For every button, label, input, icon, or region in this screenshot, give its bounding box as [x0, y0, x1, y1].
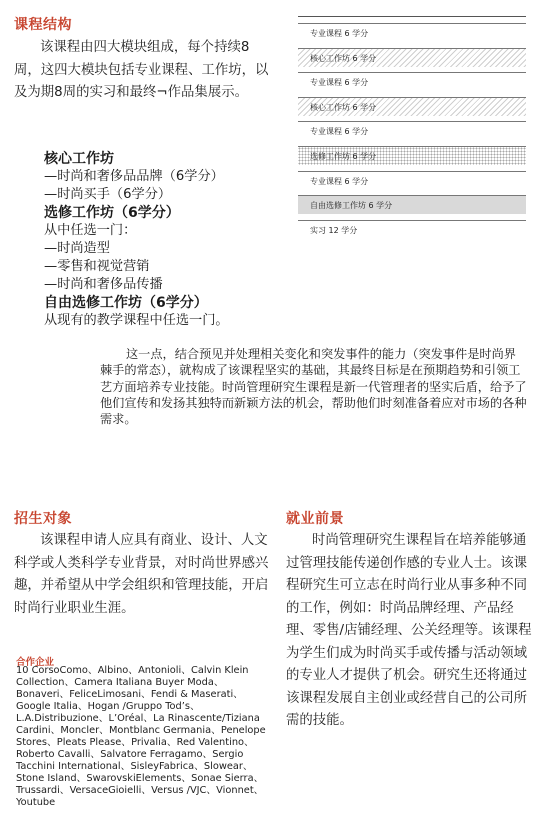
- diagram-row-label: 自由选修工作坊 6 学分: [310, 201, 393, 211]
- module-list: [44, 150, 284, 330]
- module-item: 从中任选一门：: [44, 223, 137, 238]
- module-item: —零售和视觉营销: [44, 259, 150, 274]
- diagram-row-label: 实习 12 学分: [310, 225, 358, 235]
- partners-title: 合作企业: [16, 657, 55, 668]
- module-item: —时尚和奢侈品传播: [44, 277, 163, 292]
- diagram-row-label: 专业课程 6 学分: [310, 78, 369, 88]
- module-heading: 选修工作坊（6学分）: [44, 205, 180, 221]
- diagram-row-label: 专业课程 6 学分: [310, 29, 369, 38]
- section-title-course-structure: 课程结构: [14, 17, 72, 33]
- partners-list: 10 CorsoComo、Albino、Antonioli、Calvin Klein Collection、Camera Italiana Buyer Moda、Bonaveri、FeliceLimosani、Fendi & Maserati、 Google Italia、Hogan /Gruppo Tod’s、L.A.Distribuzione、L’Oréal、La Rinascente/Tiziana Cardini、Moncler、Montblanc Germania、Penelope Stores、Pleats Please、Privalia、Red Valentino、Roberto Cavalli、Salvatore Ferragamo、Sergio Tacchini International、SisleyFabrica、Slowear、Stone Island、SwarovskiElements、Sonae Sierra、Trussardi、VersaceGioielli、Versus /VJC、Vionnet、Youtube: [16, 665, 266, 808]
- credit-structure-diagram: [298, 16, 526, 250]
- career-body: 时尚管理研究生课程旨在培养能够通过管理技能传递创作感的专业人士。该课程研究生可立志在时尚行业从事多种不同的工作，例如：时尚品牌经理、产品经理、零售/店铺经理、公关经理等。该课程为学生们成为时尚买手或传播与活动领域的专业人才提供了机会。研究生还将通过该课程发展自主创业或经营自己的公司所需的技能。: [286, 533, 532, 728]
- diagram-row-label: 选修工作坊 6 学分: [310, 152, 377, 161]
- module-item: 从现有的教学课程中任选一门。: [44, 313, 229, 328]
- module-item: —时尚造型: [44, 241, 110, 256]
- admission-body: 该课程申请人应具有商业、设计、人文科学或人类科学专业背景，对时尚世界感兴趣，并希望从中学会组织和管理技能，开启时尚行业职业生涯。: [14, 533, 269, 616]
- section-title-career: 就业前景: [286, 511, 344, 527]
- diagram-row: [298, 220, 526, 239]
- analysis-paragraph: 这一点，结合预见并处理相关变化和突发事件的能力（突发事件是时尚界棘手的常态），就构成了该课程坚实的基础，其最终目标是在预期趋势和引领工艺方面培养专业技能。时尚管理研究生课程是新一代管理者的坚实后盾，给予了他们宣传和发扬其独特而新颖方法的机会，帮助他们时刻准备着应对市场的各种需求。: [100, 347, 527, 427]
- diagram-row-label: 专业课程 6 学分: [310, 176, 369, 186]
- diagram-row-label: 核心工作坊 6 学分: [310, 102, 377, 112]
- diagram-row: [298, 195, 526, 214]
- diagram-row: [298, 72, 526, 91]
- module-heading: 自由选修工作坊（6学分）: [44, 295, 208, 311]
- diagram-row: [298, 146, 526, 165]
- diagram-row-label: 专业课程 6 学分: [310, 127, 369, 137]
- diagram-row-label: 核心工作坊 6 学分: [310, 53, 377, 63]
- module-heading: 核心工作坊: [44, 151, 114, 167]
- diagram-row: [298, 48, 526, 67]
- diagram-row: [298, 23, 526, 42]
- section-title-admission: 招生对象: [14, 511, 72, 527]
- diagram-row: [298, 121, 526, 140]
- course-structure-intro: 该课程由四大模块组成，每个持续8周，这四大模块包括专业课程、工作坊，以及为期8周的实习和最终¬作品集展示。: [14, 40, 269, 100]
- diagram-row: [298, 171, 526, 190]
- module-item: —时尚和奢侈品品牌（6学分）: [44, 169, 224, 184]
- module-item: —时尚买手（6学分）: [44, 187, 172, 202]
- diagram-row: [298, 97, 526, 116]
